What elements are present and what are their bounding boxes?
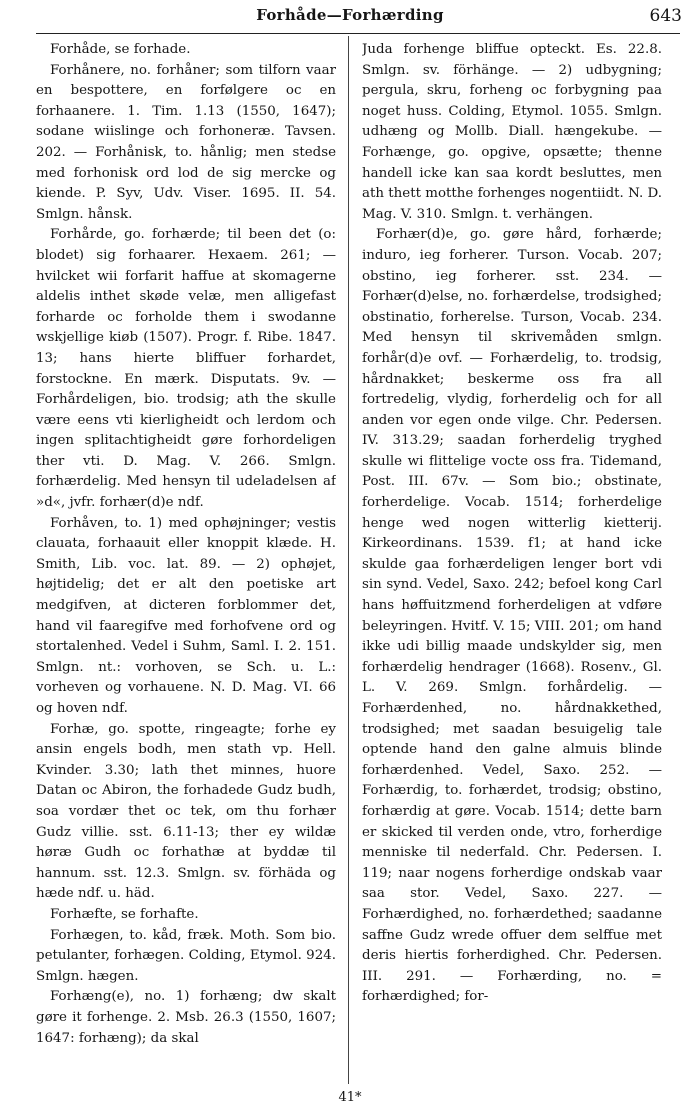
entry-paragraph: Forhæfte, se forhafte. [50,906,199,922]
page-number: 643 [649,6,682,26]
signature-mark: 41* [338,1090,362,1105]
entry-paragraph: Forhårde, go. forhærde; til been det (o: blodet) sig forhaarer. Hexaem. 261; — hvilcket wii forfarit haffue at skomagerne aldelis inthet skøde velæ, men alligefast forharde oc forholde them i swodanne wskjellige kiøb (1507). Progr. f. Ribe. 1847. 13; hans hierte bliffuer forhardet, forstockne. En mærk. Disputats. 9v. — Forhårdeligen, bio. trodsig; ath the skulle være eens vti kierligheidt och lerdom och ingen splitachtigheidt gøre forhordeligen ther vti. D. Mag. V. 266. Smlgn. forhærdelig. Med hensyn til udeladelsen af »d«, jvfr. forhær(d)e ndf. [36,227,336,511]
entry-paragraph: Forhåde, se forhade. [50,42,191,57]
left-column [36,40,336,1080]
entry-paragraph: Forhæng(e), no. 1) forhæng; dw skalt gøre it forhenge. 2. Msb. 26.3 (1550, 1607; 1647: forhæng); da skal [36,989,336,1046]
entry-paragraph: Forhæ, go. spotte, ringeagte; forhe ey ansin engels bodh, men stath vp. Hell. Kvinder. 3.30; lath thet minnes, huore Datan oc Abiron, the forhadede Gudz budh, soa vordær thet oc tek, om thu forhær Gudz villie. sst. 6.11-13; ther ey wildæ høræ Gudh oc forhathæ at byddæ til hannum. sst. 12.3. Smlgn. sv. förhäda og hæde ndf. u. häd. [36,721,336,902]
running-header [0,6,700,30]
header-rule [36,33,680,34]
entry-paragraph-continued: Juda forhenge bliffue opteckt. Es. 22.8. Smlgn. sv. förhänge. — 2) udbygning; pergula, skru, forheng oc forbygning paa noget huss. Colding, Etymol. 1055. Smlgn. udhæng og Mollb. Diall. hængekube. — Forhænge, go. opgive, opsætte; thenne handell icke kan saa kordt besluttes, men ath thett motthe forhenges nogentiidt. N. D. Mag. V. 310. Smlgn. t. verhängen. [362,42,662,222]
entry-paragraph: Forhægen, to. kåd, fræk. Moth. Som bio. petulanter, forhægen. Colding, Etymol. 924. Smlgn. hægen. [36,927,336,984]
running-title: Forhåde—Forhærding [256,6,444,24]
entry-paragraph: Forhær(d)e, go. gøre hård, forhærde; induro, ieg forherer. Turson. Vocab. 207; obstino, ieg forherer. sst. 234. — Forhær(d)else, no. forhærdelse, trodsighed; obstinatio, forherelse. Turson, Vocab. 234. Med hensyn til skrivemåden smlgn. forhår(d)e ovf. — Forhærdelig, to. trodsig, hårdnakket; beskerme oss fra all fortredelig, vlydig, forherdelig och for all anden vor egen onde vilge. Chr. Pedersen. IV. 313.29; saadan forherdelig tryghed skulle wi flittelige vocte oss fra. Tidemand, Post. III. 67v. — Som bio.; obstinate, forherdelige. Vocab. 1514; forherdelige henge wed nogen witterlig kietterij. Kirkeordinans. 1539. f1; at hand icke skulde gaa forhærdeligen lenger bort vdi sin synd. Vedel, Saxo. 242; befoel kong Carl hans høffuitzmend forherdeligen at vdføre beleyringen. Hvitf. V. 15; VIII. 201; om hand ikke udi billig maade undskylder sig, men forhærdelig hendrager (1668). Rosenv., Gl. L. V. 269. Smlgn. forhårdelig. — Forhærdenhed, no. hårdnakkethed, trodsighed; met saadan besuigelig tale optende hand den galne almuis blinde forhærdenhed. Vedel, Saxo. 252. — Forhærdig, to. forhærdet, trodsig; obstino, forhærdig at gøre. Vocab. 1514; dette barn er skicked til verden onde, vtro, forherdige menniske til nederfald. Chr. Pedersen. I. 119; naar nogens forherdige ondskab vaar saa stor. Vedel, Saxo. 227. — Forhærdighed, no. forhærdethed; saadanne saffne Gudz wrede offuer dem selffue met deris hiertis forherdighed. Chr. Pedersen. III. 291. — Forhærding, no. = forhærdighed; for- [362,227,662,1005]
entry-paragraph: Forhånere, no. forhåner; som tilforn vaar en bespottere, en forfølgere oc en forhaanere. 1. Tim. 1.13 (1550, 1647); sodane wiislinge och forhoneræ. Tavsen. 202. — Forhånisk, to. hånlig; men stedse med forhonisk ord lod de sig mercke og kiende. P. Syv, Udv. Viser. 1695. II. 54. Smlgn. hånsk. [36,62,336,222]
column-divider [348,36,349,1084]
right-column [362,40,662,1080]
entry-paragraph: Forhåven, to. 1) med ophøjninger; vestis clauata, forhaauit eller knoppit klæde. H. Smith, Lib. voc. lat. 89. — 2) ophøjet, højtidelig; det er alt den poetiske art medgifven, at dicteren forblommer det, hand vil faaregifve med forhofvene ord og stortalenhed. Vedel i Suhm, Saml. I. 2. 151. Smlgn. nt.: vorhoven, se Sch. u. L.: vorheven og vorhauene. N. D. Mag. VI. 66 og hoven ndf. [36,515,336,716]
